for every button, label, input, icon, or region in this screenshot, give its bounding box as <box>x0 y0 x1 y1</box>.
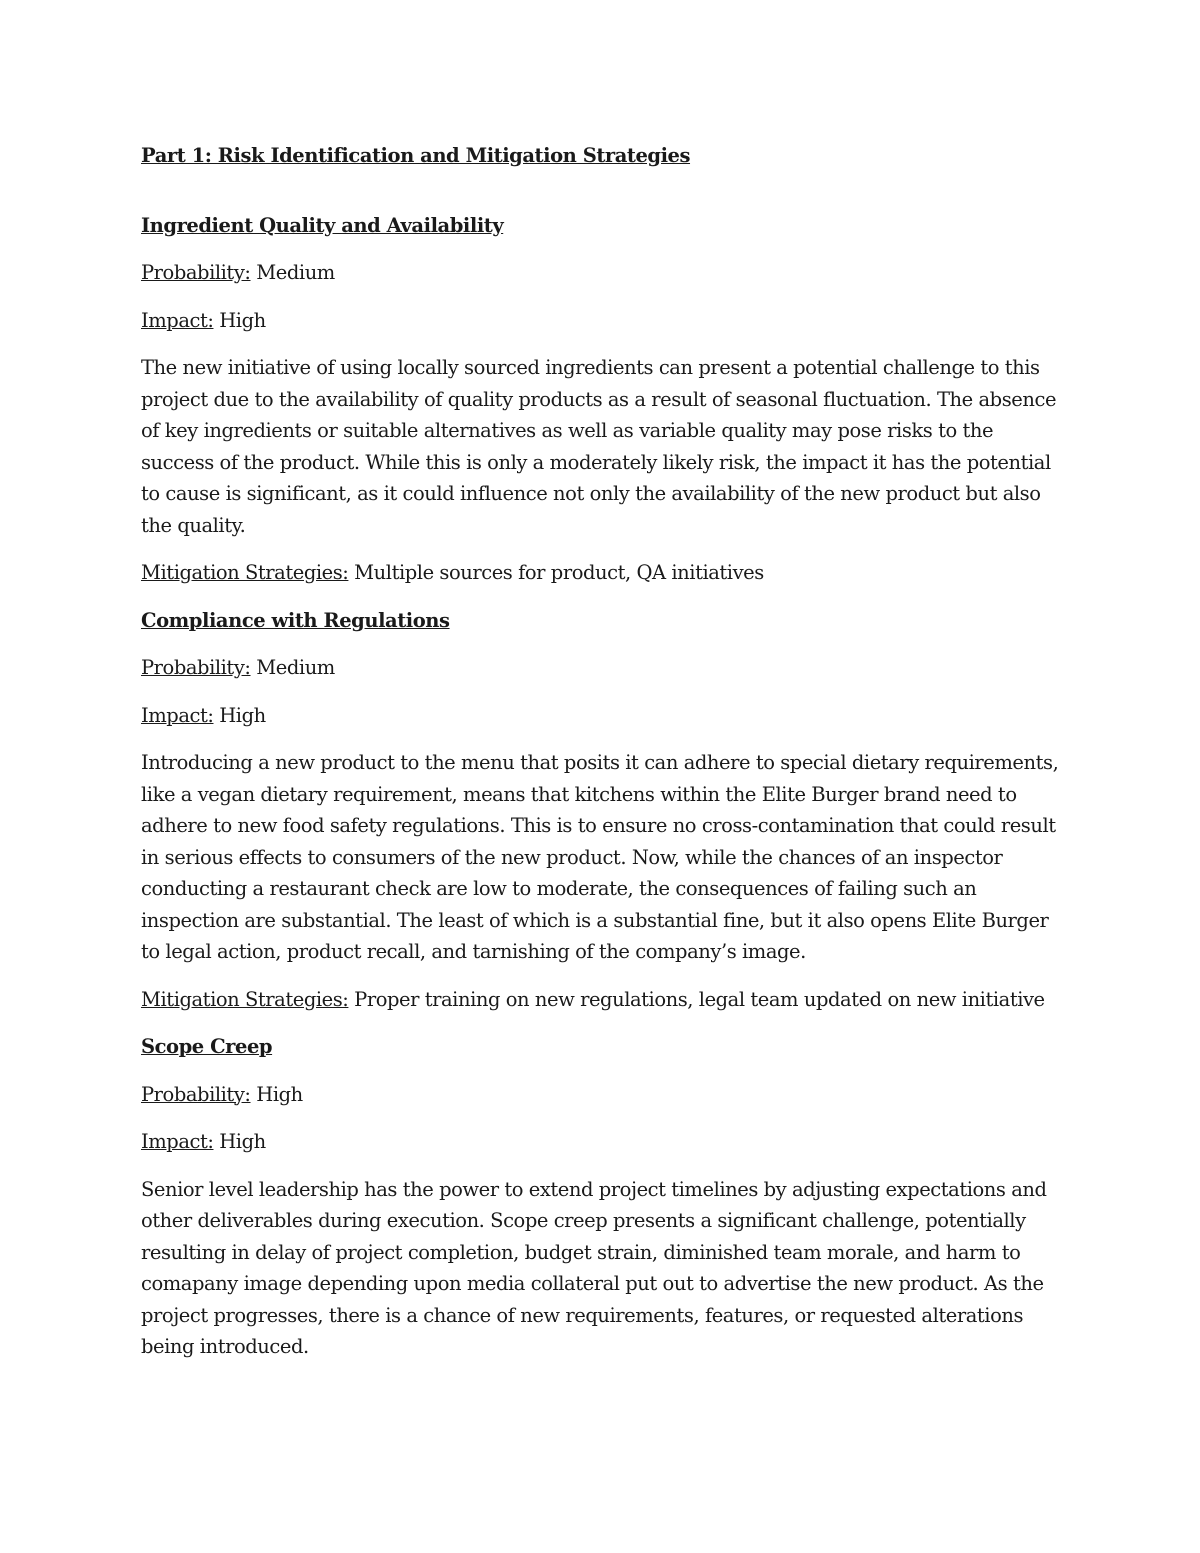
mitigation-value: Proper training on new regulations, legal team updated on new initiative <box>348 987 1045 1011</box>
risk-description: Introducing a new product to the menu that posits it can adhere to special dietary requirements, like a vegan dietary requirement, means that kitchens within the Elite Burger brand need to adhere to new food safety regulations. This is to ensure no cross-contamination that could result in serious effects to consumers of the new product. Now, while the chances of an inspector conducting a restaurant check are low to moderate, the consequences of failing such an inspection are substantial. The least of which is a substantial fine, but it also opens Elite Burger to legal action, product recall, and tarnishing of the company’s image. <box>141 751 1059 963</box>
impact-line <box>141 700 1071 732</box>
impact-label: Impact: <box>141 1130 214 1153</box>
risk-heading: Ingredient Quality and Availability <box>141 213 504 237</box>
risk-section-compliance <box>141 605 1071 1032</box>
probability-label: Probability: <box>141 261 251 284</box>
mitigation-line <box>141 557 1071 589</box>
probability-value: Medium <box>250 656 335 679</box>
impact-value: High <box>213 1130 266 1153</box>
impact-line <box>141 1126 1071 1158</box>
probability-value: Medium <box>250 261 335 284</box>
probability-value: High <box>250 1082 303 1106</box>
mitigation-value: Multiple sources for product, QA initiatives <box>348 561 764 584</box>
document-body <box>141 140 1071 1363</box>
risk-section-ingredient-quality <box>141 210 1071 605</box>
probability-label: Probability: <box>141 1082 251 1106</box>
probability-label: Probability: <box>141 656 251 679</box>
mitigation-line <box>141 984 1071 1016</box>
impact-value: High <box>213 703 266 727</box>
probability-line <box>141 257 1071 289</box>
probability-line <box>141 652 1071 684</box>
risk-section-scope-creep <box>141 1031 1071 1363</box>
impact-label: Impact: <box>141 308 214 332</box>
mitigation-label: Mitigation Strategies: <box>141 987 349 1011</box>
mitigation-label: Mitigation Strategies: <box>141 561 349 584</box>
part-title: Part 1: Risk Identification and Mitigation Strategies <box>141 144 691 167</box>
impact-line <box>141 305 1071 337</box>
risk-heading: Compliance with Regulations <box>141 608 450 632</box>
impact-label: Impact: <box>141 703 214 727</box>
risk-description: Senior level leadership has the power to extend project timelines by adjusting expectations and other deliverables during execution. Scope creep presents a significant challenge, potentially resulting in delay of project completion, budget strain, diminished team morale, and harm to comapany image depending upon media collateral put out to advertise the new product. As the project progresses, there is a chance of new requirements, features, or requested alterations being introduced. <box>141 1177 1047 1358</box>
impact-value: High <box>213 308 266 332</box>
risk-description: The new initiative of using locally sourced ingredients can present a potential challenge to this project due to the availability of quality products as a result of seasonal fluctuation. The absence of key ingredients or suitable alternatives as well as variable quality may pose risks to the success of the product. While this is only a moderately likely risk, the impact it has the potential to cause is significant, as it could influence not only the availability of the new product but also the quality. <box>141 356 1057 537</box>
risk-heading: Scope Creep <box>141 1035 273 1058</box>
probability-line <box>141 1079 1071 1111</box>
